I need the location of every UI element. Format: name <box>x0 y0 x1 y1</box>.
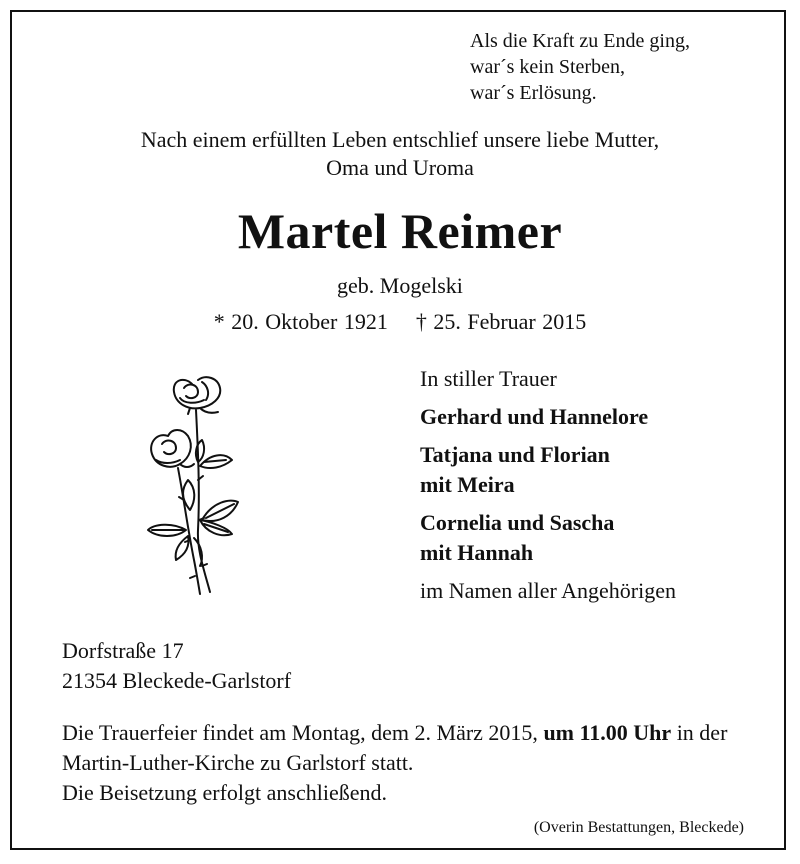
life-dates <box>0 308 800 336</box>
mourners-block <box>420 364 676 606</box>
motto-verse <box>470 28 690 106</box>
intro-line-2: Oma und Uroma <box>326 155 474 180</box>
motto-line-2: war´s kein Sterben, <box>470 56 625 78</box>
deceased-name: Martel Reimer <box>237 203 563 259</box>
address-city: 21354 Bleckede-Garlstorf <box>62 668 292 693</box>
undertaker-credit: (Overin Bestattungen, Bleckede) <box>533 819 744 836</box>
ceremony-part-2: in der Martin-Luther-Kirche zu Garlstorf statt. <box>62 720 728 775</box>
family-tatjana: Tatjana und Florian <box>420 442 610 467</box>
motto-line-1: Als die Kraft zu Ende ging, <box>470 30 690 52</box>
family-cornelia: Cornelia und Sascha <box>420 510 615 535</box>
family-gerhard: Gerhard und Hannelore <box>420 404 649 429</box>
ceremony-part-1: Die Trauerfeier findet am Montag, dem 2. März 2015, <box>62 720 544 745</box>
birth-name: geb. Mogelski <box>337 273 463 298</box>
mourners-heading: In stiller Trauer <box>420 366 557 391</box>
birth-date: * 20. Oktober 1921 <box>213 309 388 334</box>
ceremony-text <box>62 718 742 808</box>
address-block <box>62 636 291 696</box>
ceremony-burial: Die Beisetzung erfolgt anschließend. <box>62 780 388 805</box>
mourners-closing: im Namen aller Angehörigen <box>420 578 676 603</box>
roses-icon <box>140 370 250 600</box>
family-cornelia-child: mit Hannah <box>420 540 534 565</box>
intro-text <box>0 126 800 182</box>
ceremony-time: um 11.00 Uhr <box>543 720 672 745</box>
family-tatjana-child: mit Meira <box>420 472 515 497</box>
motto-line-3: war´s Erlösung. <box>470 82 597 104</box>
death-date: † 25. Februar 2015 <box>415 309 587 334</box>
intro-line-1: Nach einem erfüllten Leben entschlief unsere liebe Mutter, <box>140 127 660 152</box>
address-street: Dorfstraße 17 <box>62 638 184 663</box>
